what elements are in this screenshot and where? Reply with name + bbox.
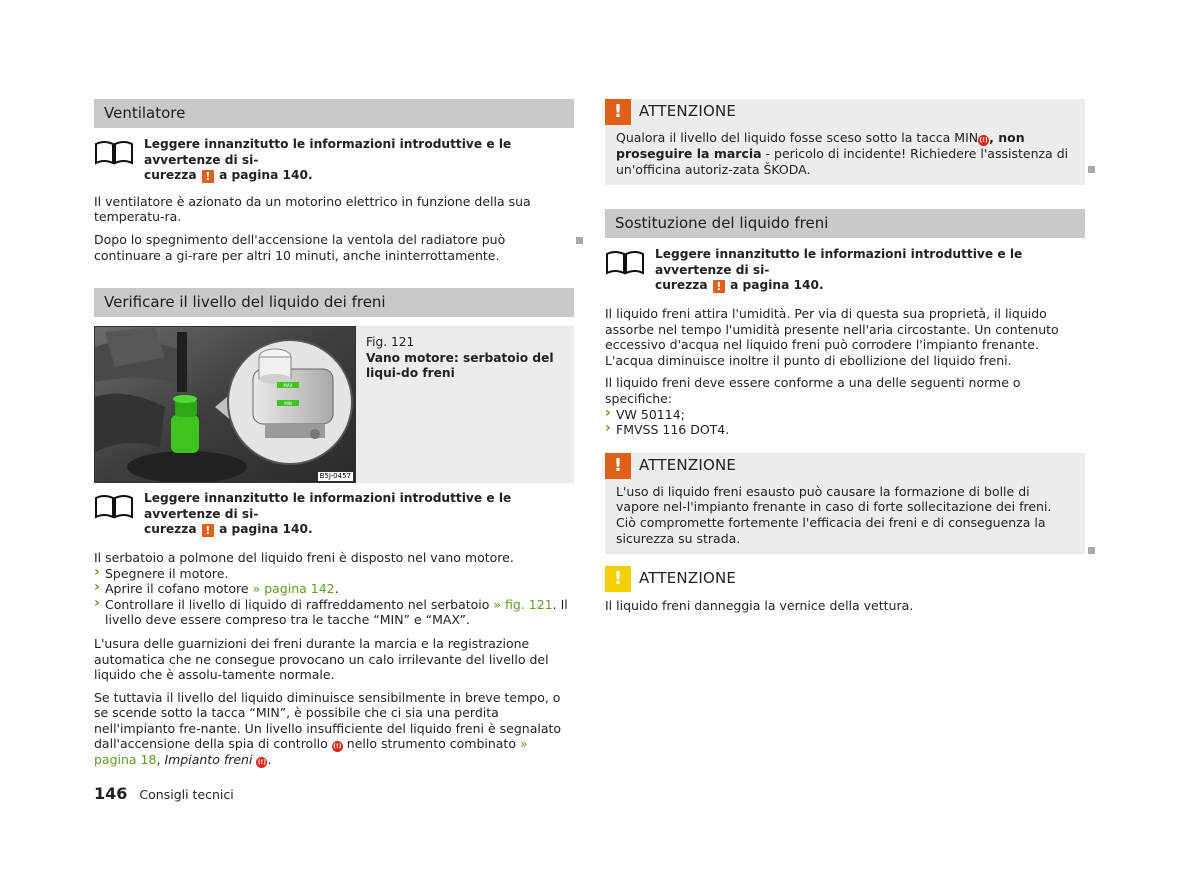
page-footer [94, 786, 234, 803]
paragraph-humidity: Il liquido freni attira l'umidità. Per via di questa sua proprietà, il liquido assorbe nel tempo l'umidità presente nell'aria circostante. Un contenuto eccessivo d'acqua nel liquido freni può corrodere l'impianto frenante. L'acqua diminuisce inoltre il punto di ebollizione del liquido freni. [605, 305, 1059, 368]
figure-title: Vano motore: serbatoio del liqui-do freni [366, 350, 554, 381]
read-first-note [94, 137, 574, 184]
note-page-ref[interactable]: a pagina 140. [730, 278, 824, 293]
warning-title: ATTENZIONE [639, 455, 737, 474]
read-first-note [605, 247, 1085, 294]
section-heading-brake-fluid-level: Verificare il livello del liquido dei freni [94, 288, 574, 317]
section-end-marker [576, 237, 583, 244]
norm-item: › FMVSS 116 DOT4. [605, 422, 1085, 438]
note-page-ref[interactable]: a pagina 140. [219, 522, 313, 537]
brake-warning-light-icon: (!) [333, 743, 342, 751]
note-text-curezza: curezza [655, 278, 708, 293]
step-item: › Spegnere il motore. [94, 566, 574, 582]
brake-warning-light-icon: (!) [257, 759, 267, 767]
steps-list [94, 566, 574, 628]
link-fig-121[interactable]: » fig. 121 [493, 596, 553, 612]
paragraph-brake-wear: L'usura delle guarnizioni dei freni durante la marcia e la registrazione automatica che ne consegue provocano un calo irrilevante del livello del liquido che è assolu-tamente normale. [94, 635, 549, 683]
exclamation-icon: ! [605, 566, 631, 592]
paragraph-reservoir-location: Il serbatoio a polmone del liquido freni è disposto nel vano motore. [94, 549, 514, 565]
read-first-note [94, 491, 574, 538]
step-item: › Aprire il cofano motore » pagina 142. [94, 581, 574, 597]
tank-label-max: MAX [283, 383, 293, 389]
left-column [94, 99, 574, 768]
link-pagina-142[interactable]: » pagina 142 [252, 581, 335, 597]
section-end-marker [1088, 547, 1095, 554]
open-book-icon [94, 492, 134, 520]
note-text-curezza: curezza [144, 522, 197, 537]
norms-list [605, 407, 1085, 438]
open-book-icon [94, 138, 134, 166]
section-heading-brake-fluid-replacement: Sostituzione del liquido freni [605, 209, 1085, 238]
exclamation-icon: ! [202, 170, 214, 183]
warning-box-min-level [605, 99, 1085, 185]
note-text-line1: Leggere innanzitutto le informazioni introduttive e le avvertenze di si- [144, 491, 512, 521]
note-page-ref[interactable]: a pagina 140. [219, 168, 313, 183]
exclamation-icon: ! [202, 524, 214, 537]
warning-text: L'uso di liquido freni esausto può causare la formazione di bolle di vapore nel-l'impianto frenante in caso di forte sollecitazione dei freni. Ciò compromette fortemente l'efficacia dei freni e di conseguenza la sicurezza su strada. [616, 483, 1052, 546]
open-book-icon [605, 248, 645, 276]
link-pagina-18[interactable]: » pagina 18 [94, 736, 528, 768]
brake-warning-light-icon: (!) [979, 137, 988, 144]
figure-121 [94, 326, 574, 483]
warning-title: ATTENZIONE [639, 102, 737, 121]
tank-label-min: MIN [284, 401, 292, 407]
exclamation-icon: ! [605, 453, 631, 479]
paragraph-level-drop: Se tuttavia il livello del liquido diminuisce sensibilmente in breve tempo, o se scende sotto la tacca “MIN”, è possibile che ci sia una perdita nell'impianto fre-nante. Un livello insufficiente del liquido freni è segnalato dall'accensione della spia di controllo (!) nello strumento combinato » pagina 18, Impianto freni (!). [94, 689, 562, 768]
caution-title: ATTENZIONE [639, 569, 737, 588]
paragraph-fan-runtime: Dopo lo spegnimento dell'accensione la ventola del radiatore può continuare a gi-rare per altri 10 minuti, anche ininterrottamente. [94, 231, 506, 263]
right-column [605, 99, 1085, 614]
step-item: › Controllare il livello di liquido di raffreddamento nel serbatoio » fig. 121. Il livello deve essere compreso tra le tacche “MIN” e “MAX”. [94, 597, 574, 628]
caution-box-paint [605, 566, 1085, 614]
paragraph-norms-intro: Il liquido freni deve essere conforme a una delle seguenti norme o specifiche: [605, 375, 1021, 406]
paragraph-fan-motor: Il ventilatore è azionato da un motorino elettrico in funzione della sua temperatu-ra. [94, 193, 531, 225]
figure-caption [356, 326, 574, 483]
chapter-title: Consigli tecnici [139, 787, 234, 802]
note-text-curezza: curezza [144, 168, 197, 183]
caution-text: Il liquido freni danneggia la vernice della vettura. [605, 598, 914, 614]
engine-bay-photo [94, 326, 356, 483]
note-text-line1: Leggere innanzitutto le informazioni introduttive e le avvertenze di si- [144, 137, 512, 167]
exclamation-icon: ! [713, 280, 725, 293]
warning-box-old-fluid [605, 453, 1085, 554]
figure-number: Fig. 121 [366, 335, 415, 350]
exclamation-icon: ! [605, 99, 631, 125]
note-text-line1: Leggere innanzitutto le informazioni introduttive e le avvertenze di si- [655, 247, 1023, 277]
section-heading-ventilatore: Ventilatore [94, 99, 574, 128]
section-end-marker [1088, 166, 1095, 173]
brake-fluid-reservoir-illustration [95, 327, 356, 483]
warning-text: Qualora il livello del liquido fosse sceso sotto la tacca MIN(!), non proseguire la marcia - pericolo di incidente! Richiedere l'assistenza di un'officina autoriz-zata ŠKODA. [616, 130, 1069, 177]
norm-item: › VW 50114; [605, 407, 1085, 423]
figure-code: B5J-0457 [319, 472, 351, 481]
page-number: 146 [94, 784, 128, 803]
